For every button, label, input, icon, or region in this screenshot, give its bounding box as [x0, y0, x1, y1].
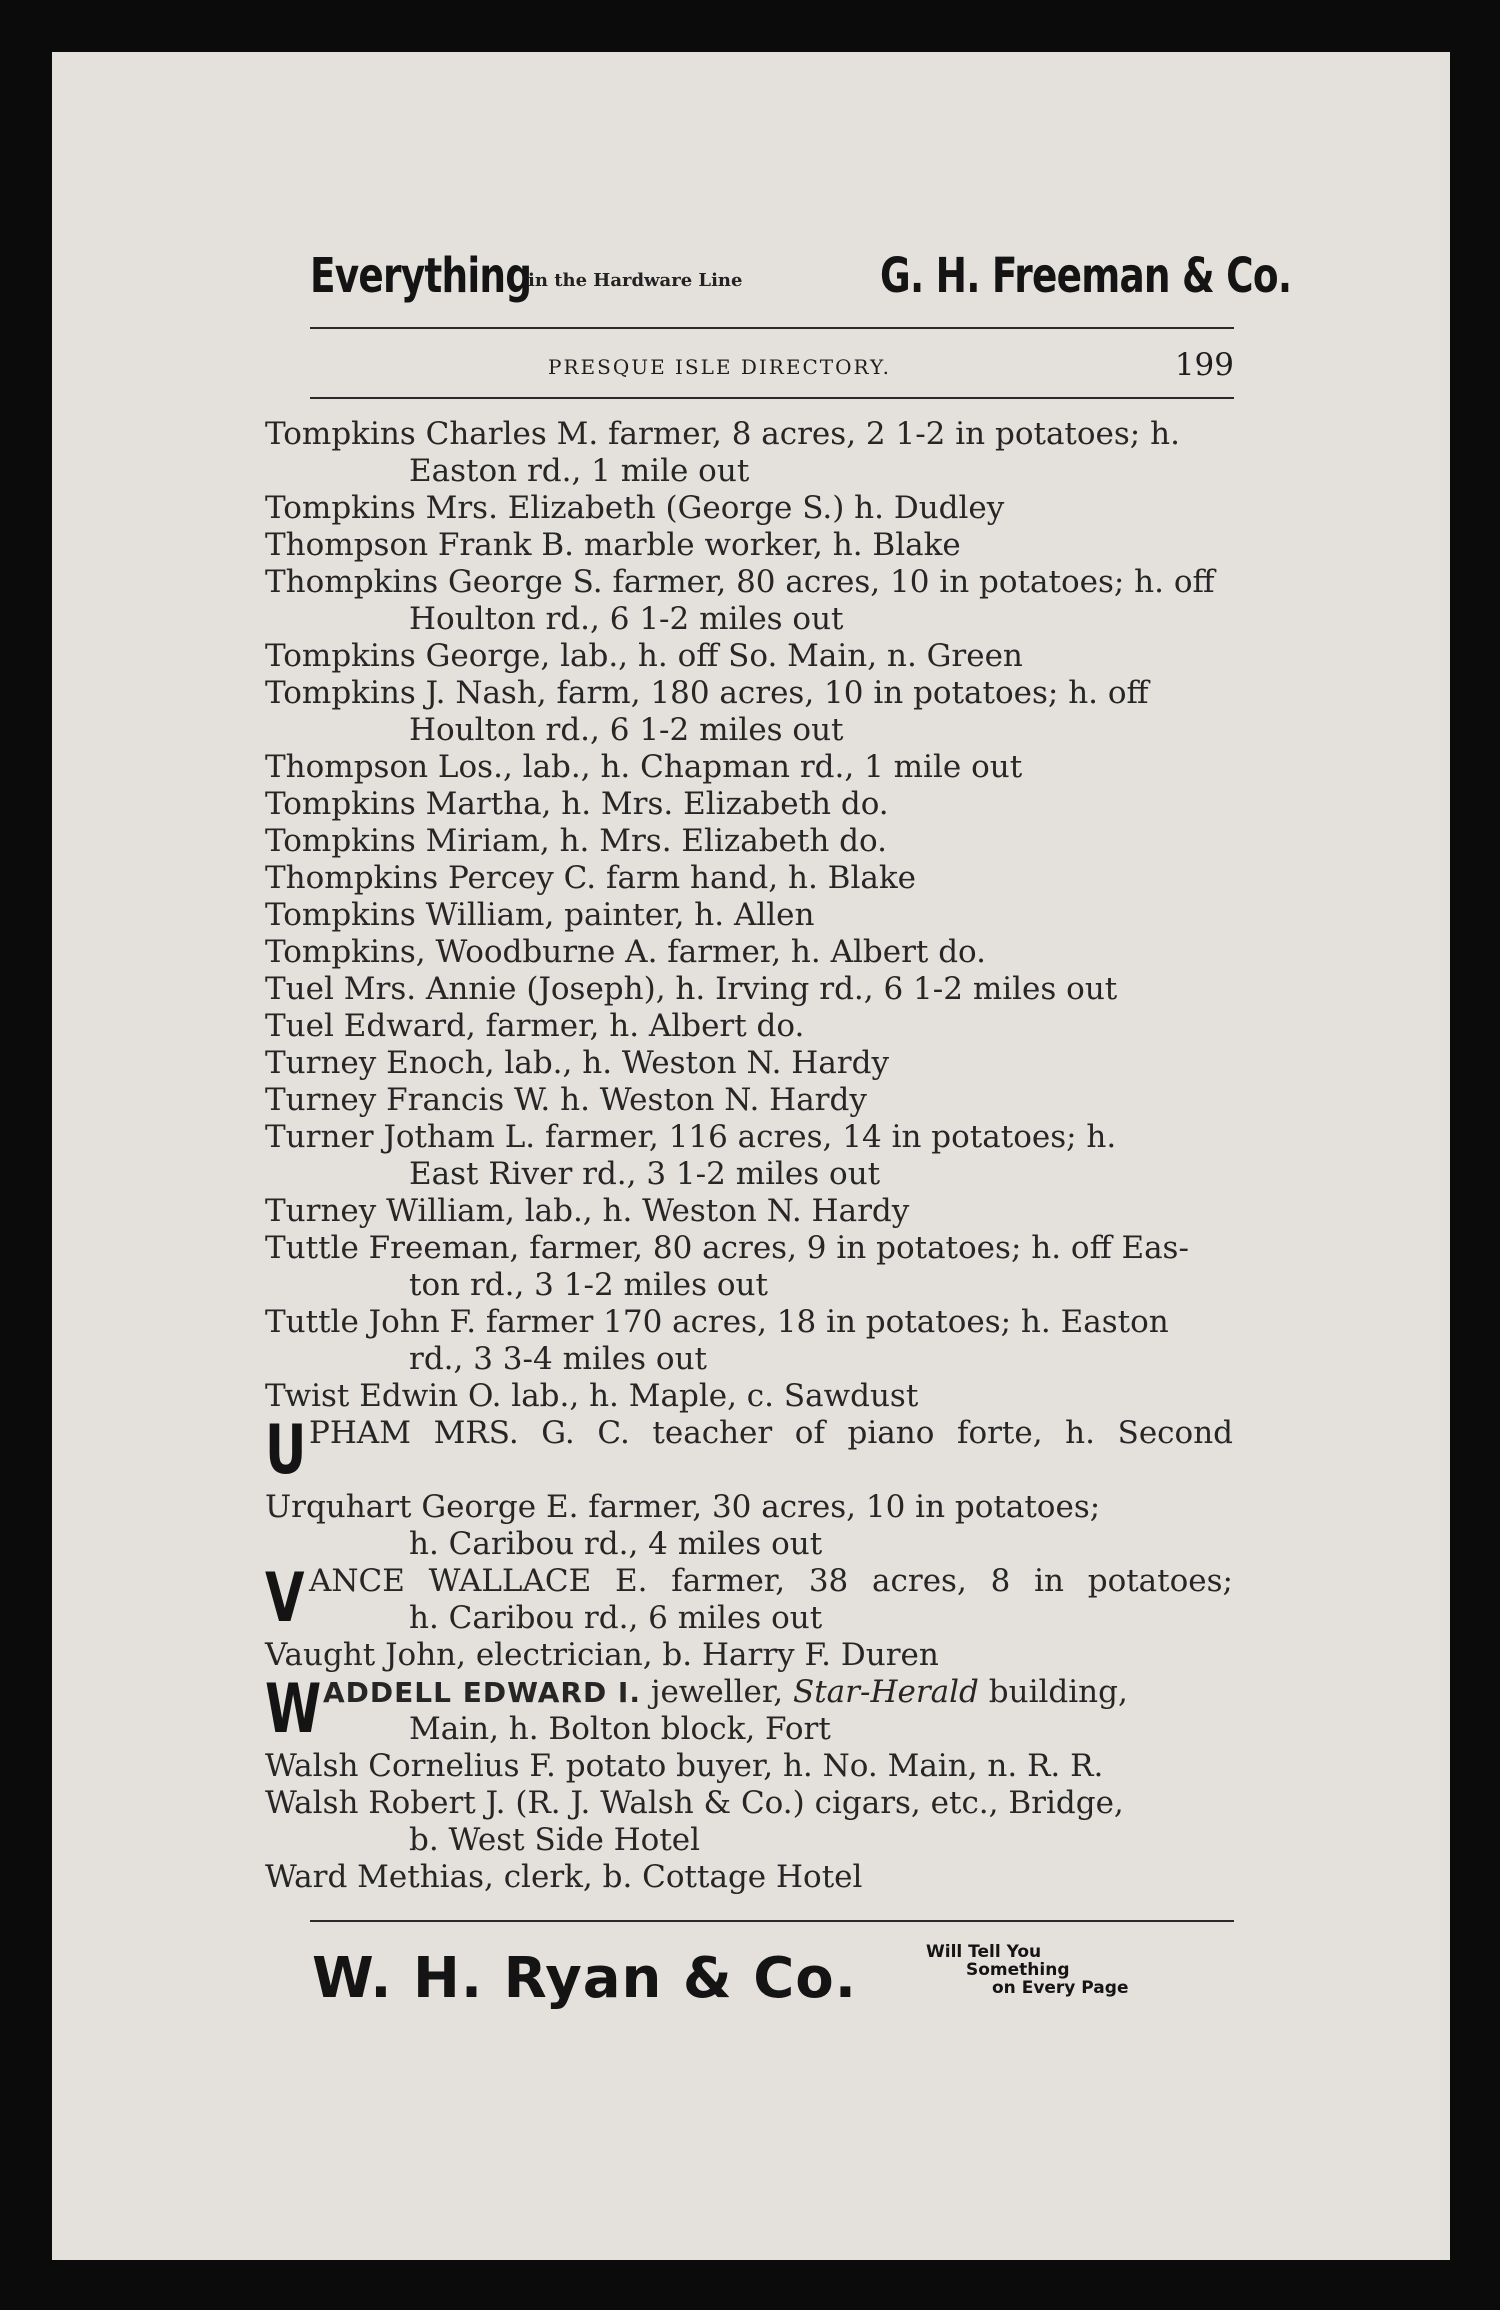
entry-line: Urquhart George E. farmer, 30 acres, 10 in potatoes; — [265, 1489, 1101, 1525]
entry-vaught: Vaught John, electrician, b. Harry F. Duren — [265, 1637, 939, 1673]
entry-line: Tompkins Mrs. Elizabeth (George S.) h. Dudley — [265, 490, 1005, 526]
ad-tagline-2: Something — [966, 1960, 1070, 1980]
entry-line: Tuel Mrs. Annie (Joseph), h. Irving rd., 6 1-2 miles out — [265, 971, 1118, 1007]
ad-everything: Everything — [310, 248, 532, 304]
entry-continuation-line: East River rd., 3 1-2 miles out — [409, 1156, 881, 1192]
entries-walsh-ward — [265, 1748, 1245, 1896]
waddell-name: ADDELL EDWARD I. — [323, 1676, 641, 1709]
upham-text: PHAM MRS. G. C. teacher of piano forte, h. Second — [309, 1415, 1233, 1451]
waddell-continuation: Main, h. Bolton block, Fort — [409, 1711, 831, 1747]
entry-line: Turney Francis W. h. Weston N. Hardy — [265, 1082, 867, 1118]
waddell-paper: Star-Herald — [792, 1674, 979, 1710]
waddell-after: building, — [988, 1674, 1128, 1710]
entry-line: Walsh Robert J. (R. J. Walsh & Co.) cigars, etc., Bridge, — [265, 1785, 1124, 1821]
drop-cap-w: W — [265, 1670, 322, 1749]
entry-line: Thompkins Percey C. farm hand, h. Blake — [265, 860, 916, 896]
directory-entries — [265, 416, 1245, 1896]
entry-continuation-line: h. Caribou rd., 4 miles out — [409, 1526, 823, 1562]
bottom-advertisement — [310, 1942, 1234, 2032]
drop-cap-v: V — [265, 1559, 305, 1638]
entry-continuation-line: Houlton rd., 6 1-2 miles out — [409, 712, 844, 748]
entry-line: Turney William, lab., h. Weston N. Hardy — [265, 1193, 910, 1229]
entry-upham — [265, 1411, 1245, 1490]
entry-line: Thompkins George S. farmer, 80 acres, 10 in potatoes; h. off — [265, 564, 1215, 600]
waddell-trade: jeweller, — [650, 1674, 784, 1710]
vance-text: ANCE WALLACE E. farmer, 38 acres, 8 in potatoes; — [309, 1563, 1233, 1599]
entry-urquhart — [265, 1489, 1245, 1563]
top-ad-rule — [310, 327, 1234, 329]
entry-line: Thompson Frank B. marble worker, h. Blake — [265, 527, 961, 563]
ad-freeman-firm: G. H. Freeman & Co. — [880, 248, 1292, 304]
entry-continuation-line: rd., 3 3-4 miles out — [409, 1341, 707, 1377]
entry-line: Walsh Cornelius F. potato buyer, h. No. Main, n. R. R. — [265, 1748, 1104, 1784]
entry-line: Tompkins Martha, h. Mrs. Elizabeth do. — [265, 786, 889, 822]
entry-line: Tuttle Freeman, farmer, 80 acres, 9 in potatoes; h. off Eas- — [265, 1230, 1189, 1266]
entry-vance — [265, 1559, 1245, 1638]
entry-line: Tompkins, Woodburne A. farmer, h. Albert do. — [265, 934, 987, 970]
entry-continuation-line: Houlton rd., 6 1-2 miles out — [409, 601, 844, 637]
entry-line: Tompkins George, lab., h. off So. Main, n. Green — [265, 638, 1023, 674]
entries-t-block — [265, 416, 1245, 1415]
entry-line: Tuttle John F. farmer 170 acres, 18 in potatoes; h. Easton — [265, 1304, 1169, 1340]
entry-line: Tuel Edward, farmer, h. Albert do. — [265, 1008, 805, 1044]
drop-cap-u: U — [265, 1411, 307, 1490]
entry-continuation-line: ton rd., 3 1-2 miles out — [409, 1267, 768, 1303]
vance-continuation: h. Caribou rd., 6 miles out — [409, 1600, 823, 1636]
top-advertisement — [310, 248, 1292, 310]
bottom-rule — [310, 1920, 1234, 1922]
entry-line: Turney Enoch, lab., h. Weston N. Hardy — [265, 1045, 889, 1081]
ad-tagline-1: Will Tell You — [926, 1942, 1042, 1962]
entry-line: Twist Edwin O. lab., h. Maple, c. Sawdust — [265, 1378, 919, 1414]
running-head — [310, 345, 1234, 385]
directory-title: PRESQUE ISLE DIRECTORY. — [548, 355, 891, 379]
entry-continuation-line: Easton rd., 1 mile out — [409, 453, 750, 489]
entry-line: Tompkins Miriam, h. Mrs. Elizabeth do. — [265, 823, 887, 859]
entry-line: Thompson Los., lab., h. Chapman rd., 1 mile out — [265, 749, 1023, 785]
entry-line: Tompkins William, painter, h. Allen — [265, 897, 815, 933]
ad-ryan-firm: W. H. Ryan & Co. — [312, 1946, 858, 2011]
entry-line: Ward Methias, clerk, b. Cottage Hotel — [265, 1859, 863, 1895]
entry-continuation-line: b. West Side Hotel — [409, 1822, 701, 1858]
entry-line: Tompkins Charles M. farmer, 8 acres, 2 1-2 in potatoes; h. — [265, 416, 1180, 452]
waddell-line-1 — [323, 1674, 1128, 1711]
page-number: 199 — [1174, 347, 1234, 383]
ad-tagline-3: on Every Page — [992, 1978, 1129, 1998]
entry-line: Tompkins J. Nash, farm, 180 acres, 10 in potatoes; h. off — [265, 675, 1149, 711]
entry-line: Turner Jotham L. farmer, 116 acres, 14 in potatoes; h. — [265, 1119, 1117, 1155]
head-rule — [310, 397, 1234, 399]
entry-waddell — [265, 1670, 1245, 1749]
ad-hardware-line: in the Hardware Line — [528, 270, 743, 291]
